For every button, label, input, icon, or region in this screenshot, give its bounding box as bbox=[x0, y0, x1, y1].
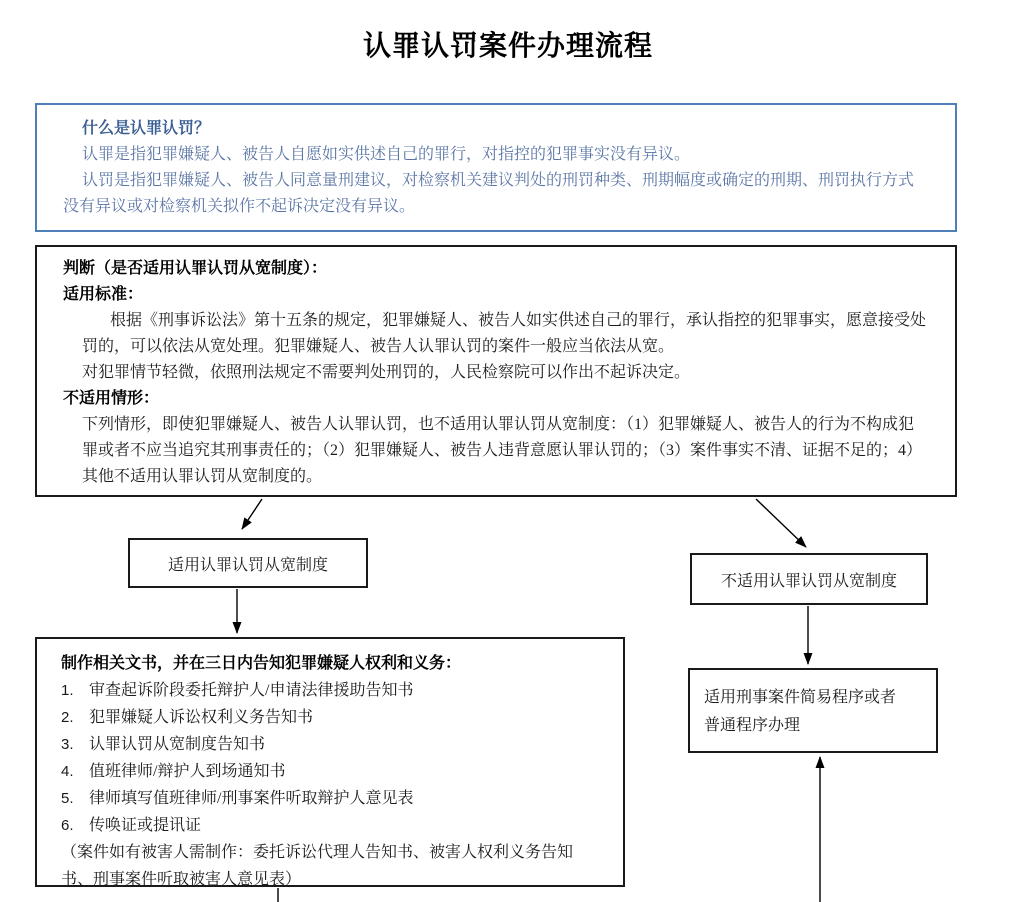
documents-list bbox=[61, 677, 599, 839]
list-item-number: 3. bbox=[61, 736, 74, 753]
exclusion-paragraph: 下列情形，即使犯罪嫌疑人、被告人认罪认罚，也不适用认罪认罚从宽制度：（1）犯罪嫌疑人、被告人的行为不构成犯罪或者不应当追究其刑事责任的；（2）犯罪嫌疑人、被告人违背意愿认罪认罚的；（3）案件事实不清、证据不足的；4）其他不适用认罪认罚从宽制度的。 bbox=[82, 416, 923, 485]
standard-label: 适用标准： bbox=[63, 286, 144, 303]
list-item-number: 2. bbox=[61, 709, 74, 726]
list-item-text: 犯罪嫌疑人诉讼权利义务告知书 bbox=[89, 709, 314, 726]
definition-paragraph-1: 认罪是指犯罪嫌疑人、被告人自愿如实供述自己的罪行，对指控的犯罪事实没有异议。 bbox=[82, 146, 691, 163]
definition-box bbox=[35, 103, 957, 232]
list-item-text: 审查起诉阶段委托辩护人/申请法律援助告知书 bbox=[89, 682, 414, 699]
judgment-heading: 判断（是否适用认罪认罚从宽制度）： bbox=[63, 260, 328, 277]
documents-victim-note: （案件如有被害人需制作：委托诉讼代理人告知书、被害人权利义务告知书、刑事案件听取被害人意见表） bbox=[61, 844, 574, 888]
list-item-number: 6. bbox=[61, 817, 74, 834]
procedure-box bbox=[688, 668, 938, 753]
judgment-box bbox=[35, 245, 957, 497]
definition-heading: 什么是认罪认罚？ bbox=[82, 120, 211, 137]
list-item bbox=[61, 785, 599, 812]
exclusion-label: 不适用情形： bbox=[63, 390, 160, 407]
standard-paragraph-2: 对犯罪情节轻微，依照刑法规定不需要判处刑罚的，人民检察院可以作出不起诉决定。 bbox=[82, 364, 691, 381]
list-item bbox=[61, 731, 599, 758]
not-apply-leniency-box bbox=[690, 553, 928, 605]
list-item bbox=[61, 704, 599, 731]
documents-box bbox=[35, 637, 625, 887]
arrow-judgment-to-not-apply bbox=[756, 499, 806, 547]
list-item-text: 律师填写值班律师/刑事案件听取辩护人意见表 bbox=[89, 790, 414, 807]
page-title: 认罪认罚案件办理流程 bbox=[362, 30, 653, 61]
definition-paragraph-2: 认罚是指犯罪嫌疑人、被告人同意量刑建议，对检察机关建议判处的刑罚种类、刑期幅度或确定的刑期、刑罚执行方式没有异议或对检察机关拟作不起诉决定没有异议。 bbox=[63, 172, 915, 215]
list-item-number: 4. bbox=[61, 763, 74, 780]
not-apply-leniency-label: 不适用认罪认罚从宽制度 bbox=[720, 572, 897, 590]
apply-leniency-label: 适用认罪认罚从宽制度 bbox=[167, 556, 328, 574]
list-item bbox=[61, 812, 599, 839]
standard-paragraph-1: 根据《刑事诉讼法》第十五条的规定，犯罪嫌疑人、被告人如实供述自己的罪行，承认指控的犯罪事实，愿意接受处罚的，可以依法从宽处理。犯罪嫌疑人、被告人认罪认罚的案件一般应当依法从宽。 bbox=[82, 312, 927, 355]
documents-heading: 制作相关文书，并在三日内告知犯罪嫌疑人权利和义务： bbox=[61, 655, 462, 672]
list-item-text: 认罪认罚从宽制度告知书 bbox=[89, 736, 266, 753]
list-item-number: 1. bbox=[61, 682, 74, 699]
list-item bbox=[61, 677, 599, 704]
list-item-text: 传唤证或提讯证 bbox=[89, 817, 202, 834]
procedure-label-line1: 适用刑事案件简易程序或者 bbox=[704, 689, 897, 706]
list-item-text: 值班律师/辩护人到场通知书 bbox=[89, 763, 286, 780]
apply-leniency-box bbox=[128, 538, 368, 588]
procedure-label-line2: 普通程序办理 bbox=[704, 717, 801, 734]
arrow-judgment-to-apply bbox=[242, 499, 262, 529]
list-item bbox=[61, 758, 599, 785]
list-item-number: 5. bbox=[61, 790, 74, 807]
